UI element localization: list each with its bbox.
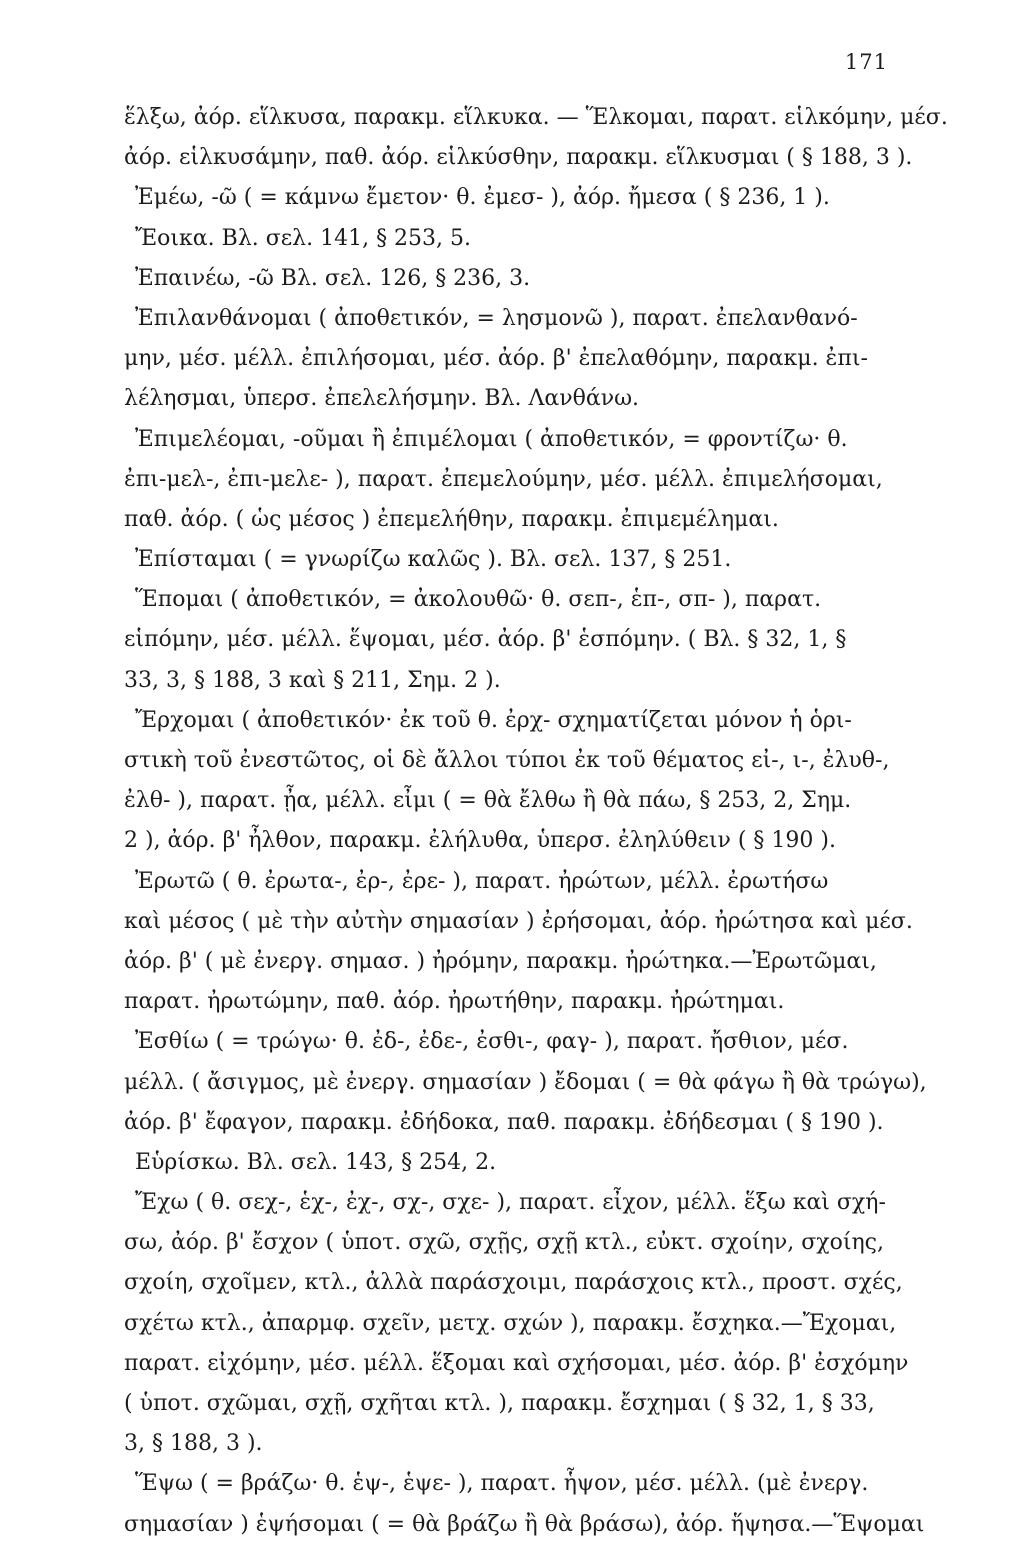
- text-line: Ἕπομαι ( ἀποθετικόν, = ἀκολουθῶ· θ. σεπ-, ἑπ-, σπ- ), παρατ.: [135, 587, 822, 613]
- text-line: 33, 3, § 188, 3 καὶ § 211, Σημ. 2 ).: [124, 667, 501, 693]
- text-line: ( ὑποτ. σχῶμαι, σχῇ, σχῆται κτλ. ), παρακμ. ἔσχημαι ( § 32, 1, § 33,: [124, 1391, 875, 1416]
- text-line: μην, μέσ. μέλλ. ἐπιλήσομαι, μέσ. ἀόρ. β' ἐπελαθόμην, παρακμ. ἐπι-: [124, 346, 868, 372]
- text-line: ἀόρ. β' ( μὲ ἐνεργ. σημασ. ) ἠρόμην, παρακμ. ἠρώτηκα.—Ἐρωτῶμαι,: [124, 948, 877, 974]
- text-line: Ἕψω ( = βράζω· θ. ἑψ-, ἑψε- ), παρατ. ἧψον, μέσ. μέλλ. (μὲ ἐνεργ.: [135, 1471, 869, 1497]
- text-line: στικὴ τοῦ ἐνεστῶτος, οἱ δὲ ἄλλοι τύποι ἐκ τοῦ θέματος εἰ-, ι-, ἐλυθ-,: [124, 748, 890, 773]
- text-line: ἕλξω, ἀόρ. εἵλκυσα, παρακμ. εἵλκυκα. — Ἕλκομαι, παρατ. εἱλκόμην, μέσ.: [124, 105, 948, 130]
- text-line: Ἐσθίω ( = τρώγω· θ. ἐδ-, ἐδε-, ἐσθι-, φαγ- ), παρατ. ἤσθιον, μέσ.: [135, 1029, 849, 1055]
- text-line: Ἐπιλανθάνομαι ( ἀποθετικόν, = λησμονῶ ), παρατ. ἐπελανθανό-: [135, 305, 858, 331]
- dictionary-entries: [124, 98, 948, 1545]
- text-line: παρατ. εἰχόμην, μέσ. μέλλ. ἕξομαι καὶ σχήσομαι, μέσ. ἀόρ. β' ἐσχόμην: [124, 1350, 909, 1376]
- text-line: παρατ. ἠρωτώμην, παθ. ἀόρ. ἠρωτήθην, παρακμ. ἠρώτημαι.: [124, 989, 785, 1015]
- text-line: καὶ μέσος ( μὲ τὴν αὐτὴν σημασίαν ) ἐρήσομαι, ἀόρ. ἠρώτησα καὶ μέσ.: [124, 908, 913, 934]
- text-line: μέλλ. ( ἄσιγμος, μὲ ἐνεργ. σημασίαν ) ἔδομαι ( = θὰ φάγω ἢ θὰ τρώγω),: [124, 1069, 927, 1095]
- text-line: 3, § 188, 3 ).: [124, 1431, 263, 1457]
- text-line: Ἐμέω, -ῶ ( = κάμνω ἔμετον· θ. ἐμεσ- ), ἀόρ. ἤμεσα ( § 236, 1 ).: [135, 185, 830, 211]
- page-number: 171: [844, 50, 888, 74]
- text-line: ἐπι-μελ-, ἐπι-μελε- ), παρατ. ἐπεμελούμην, μέσ. μέλλ. ἐπιμελήσομαι,: [124, 466, 883, 492]
- text-line: Ἔρχομαι ( ἀποθετικόν· ἐκ τοῦ θ. ἐρχ- σχηματίζεται μόνον ἡ ὁρι-: [135, 707, 852, 733]
- text-line: Ἐπιμελέομαι, -οῦμαι ἢ ἐπιμέλομαι ( ἀποθετικόν, = φροντίζω· θ.: [135, 426, 848, 452]
- text-line: σχοίη, σχοῖμεν, κτλ., ἀλλὰ παράσχοιμι, παράσχοις κτλ., προστ. σχές,: [124, 1270, 903, 1296]
- text-line: Ἐπίσταμαι ( = γνωρίζω καλῶς ). Βλ. σελ. 137, § 251.: [135, 547, 732, 573]
- text-line: ἀόρ. β' ἔφαγον, παρακμ. ἐδήδοκα, παθ. παρακμ. ἐδήδεσμαι ( § 190 ).: [124, 1109, 884, 1135]
- text-line: Ἐπαινέω, -ῶ Βλ. σελ. 126, § 236, 3.: [135, 265, 531, 291]
- text-line: σημασίαν ) ἑψήσομαι ( = θὰ βράζω ἢ θὰ βράσω), ἀόρ. ἥψησα.—Ἕψομαι: [124, 1511, 925, 1537]
- text-line: Ἔχω ( θ. σεχ-, ἑχ-, ἐχ-, σχ-, σχε- ), παρατ. εἶχον, μέλλ. ἕξω καὶ σχή-: [135, 1190, 886, 1216]
- text-line: 2 ), ἀόρ. β' ἦλθον, παρακμ. ἐλήλυθα, ὑπερσ. ἐληλύθειν ( § 190 ).: [124, 828, 836, 854]
- text-line: παθ. ἀόρ. ( ὡς μέσος ) ἐπεμελήθην, παρακμ. ἐπιμεμέλημαι.: [124, 506, 779, 532]
- text-line: Εὑρίσκω. Βλ. σελ. 143, § 254, 2.: [135, 1149, 497, 1175]
- text-line: ἀόρ. εἱλκυσάμην, παθ. ἀόρ. εἱλκύσθην, παρακμ. εἵλκυσμαι ( § 188, 3 ).: [124, 145, 913, 171]
- text-line: εἱπόμην, μέσ. μέλλ. ἕψομαι, μέσ. ἀόρ. β' ἑσπόμην. ( Βλ. § 32, 1, §: [124, 627, 847, 653]
- text-line: ἐλθ- ), παρατ. ᾖα, μέλλ. εἶμι ( = θὰ ἔλθω ἢ θὰ πάω, § 253, 2, Σημ.: [124, 788, 852, 814]
- text-line: σω, ἀόρ. β' ἔσχον ( ὑποτ. σχῶ, σχῇς, σχῇ κτλ., εὐκτ. σχοίην, σχοίης,: [124, 1230, 884, 1256]
- text-line: σχέτω κτλ., ἀπαρμφ. σχεῖν, μετχ. σχών ), παρακμ. ἔσχηκα.—Ἔχομαι,: [124, 1310, 897, 1336]
- text-line: λέλησμαι, ὑπερσ. ἐπελελήσμην. Βλ. Λανθάνω.: [124, 386, 640, 412]
- text-line: Ἔοικα. Βλ. σελ. 141, § 253, 5.: [135, 225, 472, 251]
- text-line: Ἐρωτῶ ( θ. ἐρωτα-, ἐρ-, ἐρε- ), παρατ. ἠρώτων, μέλλ. ἐρωτήσω: [135, 868, 829, 894]
